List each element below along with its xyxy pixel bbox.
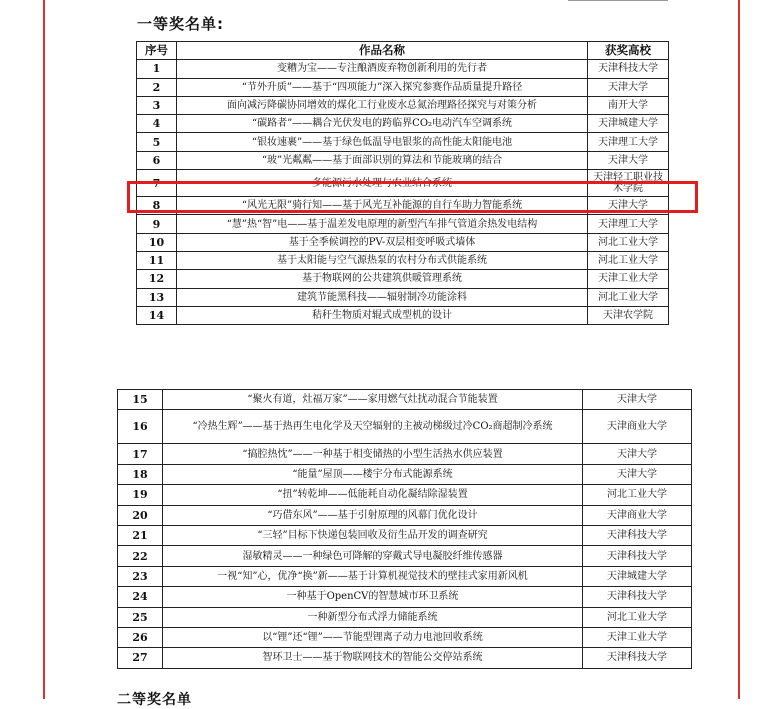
cell-school: 河北工业大学 (583, 607, 692, 627)
cell-school: 天津商业大学 (583, 410, 692, 444)
cell-project: “三轻”目标下快递包装回收及衍生品开发的调查研究 (163, 525, 583, 545)
cell-no: 1 (137, 60, 177, 78)
cell-project: “搞腔热忱”——一种基于相变储热的小型生活热水供应装置 (163, 444, 583, 464)
cell-school: 天津大学 (583, 464, 692, 484)
cell-no: 15 (118, 390, 163, 410)
table-row (137, 115, 669, 133)
cell-project: 一种基于OpenCV的智慧城市环卫系统 (163, 587, 583, 607)
cell-no: 4 (137, 115, 177, 133)
table-row (137, 233, 669, 251)
table-row (137, 270, 669, 288)
cell-no: 20 (118, 505, 163, 525)
cell-project: 多能源污水处理与农业结合系统 (177, 170, 588, 197)
cell-project: 基于太阳能与空气源热泵的农村分布式供能系统 (177, 251, 588, 269)
cell-school: 天津理工大学 (588, 215, 669, 233)
cell-no: 10 (137, 233, 177, 251)
table-row (137, 96, 669, 114)
cell-no: 17 (118, 444, 163, 464)
table-row (118, 410, 692, 444)
header-no: 序号 (137, 42, 177, 60)
cell-no: 3 (137, 96, 177, 114)
awards-table-part1 (136, 41, 669, 325)
header-project: 作品名称 (177, 42, 588, 60)
page-right-border (738, 0, 740, 699)
cell-no: 2 (137, 78, 177, 96)
cell-project: 以“锂”还“锂”——节能型锂离子动力电池回收系统 (163, 627, 583, 647)
table-row (137, 60, 669, 78)
cell-project: 建筑节能黑科技——辐射制冷功能涂料 (177, 288, 588, 306)
header-school: 获奖高校 (588, 42, 669, 60)
cell-no: 22 (118, 546, 163, 566)
top-rule (568, 0, 668, 1)
cell-no: 9 (137, 215, 177, 233)
cell-school: 天津工业大学 (588, 270, 669, 288)
cell-no: 24 (118, 587, 163, 607)
cell-project: “聚火有道，灶福万家”——家用燃气灶扰动混合节能装置 (163, 390, 583, 410)
cell-no: 7 (137, 170, 177, 197)
cell-no: 5 (137, 133, 177, 151)
cell-no: 19 (118, 485, 163, 505)
cell-school: 天津科技大学 (583, 648, 692, 668)
table-row (118, 485, 692, 505)
cell-school: 天津商业大学 (583, 505, 692, 525)
cell-school: 天津城建大学 (583, 566, 692, 586)
cell-project: 一视“知”心，优净“换”新——基于计算机视觉技术的壁挂式家用新风机 (163, 566, 583, 586)
cell-no: 27 (118, 648, 163, 668)
cell-no: 21 (118, 525, 163, 545)
cell-school: 天津科技大学 (583, 546, 692, 566)
cell-no: 23 (118, 566, 163, 586)
section-title: 一等奖名单: (137, 15, 224, 33)
table-row (118, 505, 692, 525)
table-row (137, 78, 669, 96)
awards-table-part2 (117, 389, 692, 669)
cell-school: 天津理工大学 (588, 133, 669, 151)
cell-school: 天津科技大学 (588, 60, 669, 78)
cell-project: 变糟为宝——专注酿酒废弃物创新利用的先行者 (177, 60, 588, 78)
table-row (137, 215, 669, 233)
table-row (118, 566, 692, 586)
cell-school: 天津农学院 (588, 306, 669, 324)
table-row (118, 525, 692, 545)
table-row (118, 390, 692, 410)
cell-project: “能量”屋顶——楼宇分布式能源系统 (163, 464, 583, 484)
cell-school: 天津大学 (583, 390, 692, 410)
table-row (137, 170, 669, 197)
table-row (118, 648, 692, 668)
footer-heading: 二等奖名单 (117, 692, 192, 708)
cell-project: 智环卫士——基于物联网技术的智能公交停站系统 (163, 648, 583, 668)
cell-project: “慧”热“智”电——基于温差发电原理的新型汽车排气管道余热发电结构 (177, 215, 588, 233)
cell-school: 天津工业大学 (583, 627, 692, 647)
cell-no: 26 (118, 627, 163, 647)
cell-project: “扭”转乾坤——低能耗自动化凝结除湿装置 (163, 485, 583, 505)
table-row (137, 251, 669, 269)
table-row (118, 464, 692, 484)
cell-school: 天津科技大学 (583, 525, 692, 545)
table-row (137, 151, 669, 169)
cell-school: 天津大学 (588, 78, 669, 96)
cell-no: 6 (137, 151, 177, 169)
cell-project: “风光无限”骑行知——基于风光互补能源的自行车助力智能系统 (177, 197, 588, 215)
cell-school: 天津大学 (588, 151, 669, 169)
cell-school: 天津城建大学 (588, 115, 669, 133)
cell-project: “节外升质”——基于“四项能力”深入探究参赛作品质量提升路径 (177, 78, 588, 96)
cell-no: 8 (137, 197, 177, 215)
cell-no: 11 (137, 251, 177, 269)
cell-project: 面向减污降碳协同增效的煤化工行业废水总氮治理路径探究与对策分析 (177, 96, 588, 114)
cell-project: “碳路者”——耦合光伏发电的跨临界CO₂电动汽车空调系统 (177, 115, 588, 133)
cell-school: 天津科技大学 (583, 587, 692, 607)
table-row (118, 607, 692, 627)
cell-school: 河北工业大学 (588, 233, 669, 251)
cell-school: 河北工业大学 (583, 485, 692, 505)
cell-project: “巧借东风”——基于引射原理的风幕门优化设计 (163, 505, 583, 525)
table-row (118, 444, 692, 464)
cell-no: 25 (118, 607, 163, 627)
cell-project: 基于全季候调控的PV-双层相变呼吸式墙体 (177, 233, 588, 251)
cell-project: 秸秆生物质对辊式成型机的设计 (177, 306, 588, 324)
table-header-row (137, 42, 669, 60)
page-left-border (43, 0, 45, 699)
cell-project: “冷热生辉”——基于热再生电化学及天空辐射的主被动梯级过冷CO₂商超制冷系统 (163, 410, 583, 444)
cell-project: 一种新型分布式浮力储能系统 (163, 607, 583, 627)
cell-no: 16 (118, 410, 163, 444)
cell-school: 天津大学 (588, 197, 669, 215)
table-row (118, 587, 692, 607)
cell-no: 13 (137, 288, 177, 306)
cell-project: 湿敏精灵——一种绿色可降解的穿戴式导电凝胶纤维传感器 (163, 546, 583, 566)
cell-project: “银妆速裹”——基于绿色低温导电银浆的高性能太阳能电池 (177, 133, 588, 151)
table-row (118, 546, 692, 566)
cell-school: 河北工业大学 (588, 288, 669, 306)
table-row (137, 133, 669, 151)
table-row (137, 306, 669, 324)
table-row (137, 197, 669, 215)
table-row (137, 288, 669, 306)
table-row (118, 627, 692, 647)
cell-school: 南开大学 (588, 96, 669, 114)
cell-no: 18 (118, 464, 163, 484)
cell-no: 12 (137, 270, 177, 288)
cell-project: “玻”光粼粼——基于面部识别的算法和节能玻璃的结合 (177, 151, 588, 169)
cell-school: 天津轻工职业技术学院 (588, 170, 669, 197)
cell-project: 基于物联网的公共建筑供暖管理系统 (177, 270, 588, 288)
cell-no: 14 (137, 306, 177, 324)
cell-school: 天津大学 (583, 444, 692, 464)
cell-school: 河北工业大学 (588, 251, 669, 269)
